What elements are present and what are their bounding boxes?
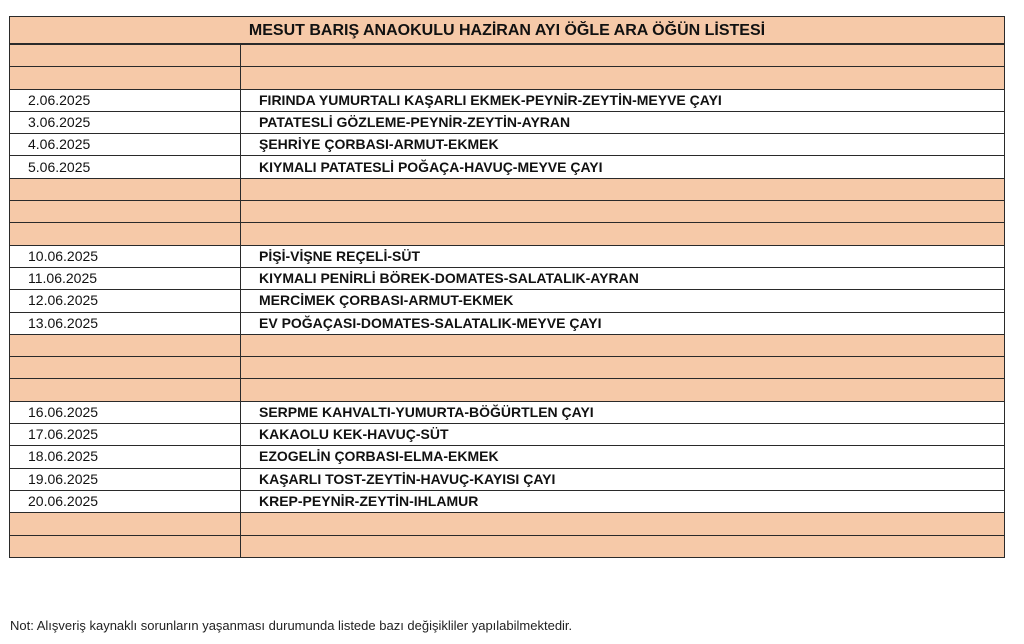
- menu-row: [10, 290, 1005, 312]
- menu-row: [10, 424, 1005, 446]
- blank-row: [10, 334, 1005, 356]
- menu-cell: KREP-PEYNİR-ZEYTİN-IHLAMUR: [241, 490, 1005, 512]
- menu-table: [9, 16, 1005, 558]
- blank-row: [10, 513, 1005, 535]
- date-cell: 5.06.2025: [10, 156, 241, 178]
- menu-row: [10, 245, 1005, 267]
- menu-row: [10, 468, 1005, 490]
- menu-cell: [241, 357, 1005, 379]
- date-cell: 19.06.2025: [10, 468, 241, 490]
- menu-cell: SERPME KAHVALTI-YUMURTA-BÖĞÜRTLEN ÇAYI: [241, 401, 1005, 423]
- title-row: [10, 17, 1005, 45]
- menu-cell: [241, 379, 1005, 401]
- menu-row: [10, 490, 1005, 512]
- date-cell: [10, 379, 241, 401]
- menu-row: [10, 111, 1005, 133]
- date-cell: 10.06.2025: [10, 245, 241, 267]
- menu-cell: KIYMALI PENİRLİ BÖREK-DOMATES-SALATALIK-AYRAN: [241, 267, 1005, 289]
- blank-row: [10, 67, 1005, 89]
- blank-row: [10, 178, 1005, 200]
- menu-cell: EV POĞAÇASI-DOMATES-SALATALIK-MEYVE ÇAYI: [241, 312, 1005, 334]
- date-cell: [10, 334, 241, 356]
- menu-cell: [241, 67, 1005, 89]
- menu-row: [10, 89, 1005, 111]
- menu-cell: [241, 535, 1005, 557]
- menu-cell: [241, 201, 1005, 223]
- menu-cell: [241, 223, 1005, 245]
- date-cell: [10, 201, 241, 223]
- menu-cell: PİŞİ-VİŞNE REÇELİ-SÜT: [241, 245, 1005, 267]
- date-cell: 2.06.2025: [10, 89, 241, 111]
- date-cell: [10, 535, 241, 557]
- blank-row: [10, 535, 1005, 557]
- menu-row: [10, 446, 1005, 468]
- menu-row: [10, 156, 1005, 178]
- menu-row: [10, 312, 1005, 334]
- menu-cell: FIRINDA YUMURTALI KAŞARLI EKMEK-PEYNİR-ZEYTİN-MEYVE ÇAYI: [241, 89, 1005, 111]
- date-cell: 11.06.2025: [10, 267, 241, 289]
- menu-cell: [241, 44, 1005, 67]
- date-cell: [10, 513, 241, 535]
- date-cell: [10, 178, 241, 200]
- menu-cell: PATATESLİ GÖZLEME-PEYNİR-ZEYTİN-AYRAN: [241, 111, 1005, 133]
- blank-row: [10, 223, 1005, 245]
- date-cell: [10, 67, 241, 89]
- date-cell: 12.06.2025: [10, 290, 241, 312]
- menu-row: [10, 267, 1005, 289]
- date-cell: 4.06.2025: [10, 134, 241, 156]
- menu-cell: EZOGELİN ÇORBASI-ELMA-EKMEK: [241, 446, 1005, 468]
- blank-row: [10, 201, 1005, 223]
- date-cell: [10, 357, 241, 379]
- date-cell: 13.06.2025: [10, 312, 241, 334]
- blank-row: [10, 357, 1005, 379]
- menu-cell: MERCİMEK ÇORBASI-ARMUT-EKMEK: [241, 290, 1005, 312]
- date-cell: 16.06.2025: [10, 401, 241, 423]
- menu-cell: [241, 178, 1005, 200]
- menu-cell: [241, 513, 1005, 535]
- menu-cell: [241, 334, 1005, 356]
- date-cell: 17.06.2025: [10, 424, 241, 446]
- menu-row: [10, 134, 1005, 156]
- menu-cell: ŞEHRİYE ÇORBASI-ARMUT-EKMEK: [241, 134, 1005, 156]
- date-cell: 18.06.2025: [10, 446, 241, 468]
- menu-cell: KIYMALI PATATESLİ POĞAÇA-HAVUÇ-MEYVE ÇAYI: [241, 156, 1005, 178]
- table-title: MESUT BARIŞ ANAOKULU HAZİRAN AYI ÖĞLE ARA ÖĞÜN LİSTESİ: [10, 17, 1005, 45]
- blank-row: [10, 379, 1005, 401]
- date-cell: 20.06.2025: [10, 490, 241, 512]
- menu-cell: KAKAOLU KEK-HAVUÇ-SÜT: [241, 424, 1005, 446]
- blank-row: [10, 44, 1005, 67]
- date-cell: [10, 223, 241, 245]
- date-cell: [10, 44, 241, 67]
- footnote: Not: Alışveriş kaynaklı sorunların yaşanması durumunda listede bazı değişikliler yapılabilmektedir.: [10, 618, 573, 633]
- menu-row: [10, 401, 1005, 423]
- menu-rows: [10, 44, 1005, 557]
- menu-cell: KAŞARLI TOST-ZEYTİN-HAVUÇ-KAYISI ÇAYI: [241, 468, 1005, 490]
- date-cell: 3.06.2025: [10, 111, 241, 133]
